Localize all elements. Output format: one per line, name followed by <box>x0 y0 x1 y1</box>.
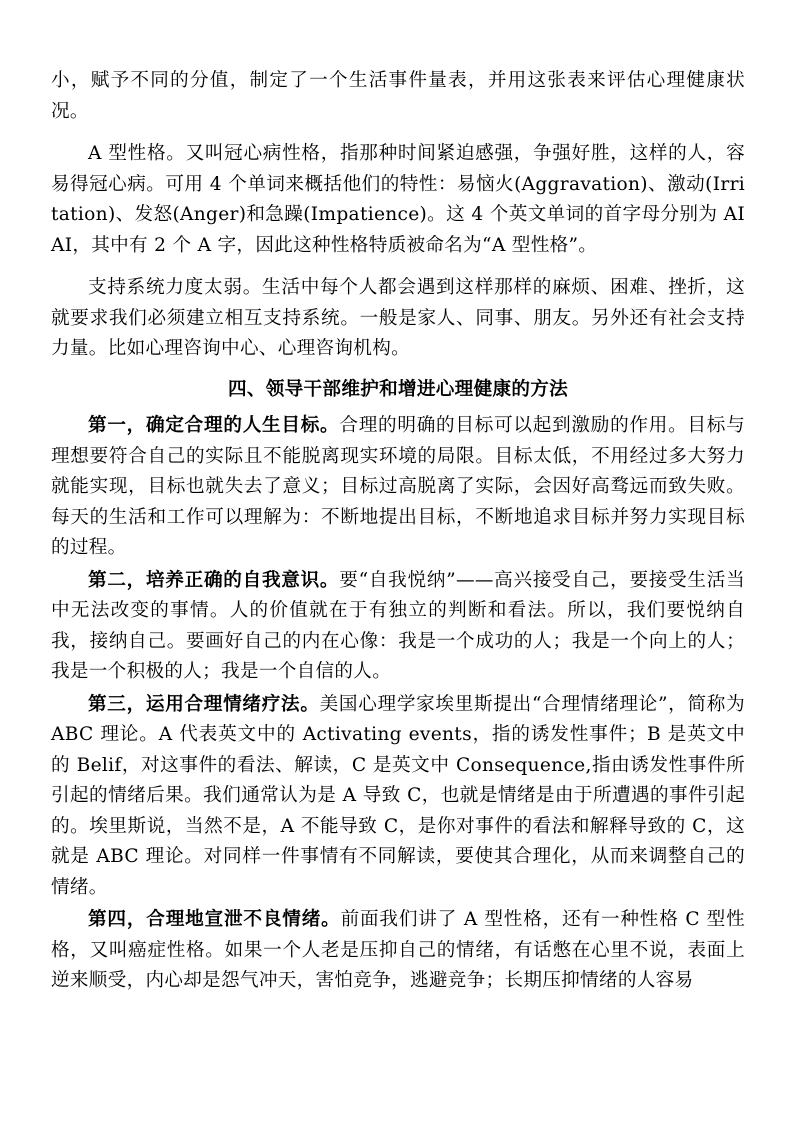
method-lead: 第一，确定合理的人生目标。 <box>88 415 340 436</box>
paragraph-text: 支持系统力度太弱。生活中每个人都会遇到这样那样的麻烦、困难、挫折，这就要求我们必须建立相互支持系统。一般是家人、同事、朋友。另外还有社会支持力量。比如心理咨询中心、心理咨询机构。 <box>51 277 745 359</box>
paragraph-text: A 型性格。又叫冠心病性格，指那种时间紧迫感强，争强好胜，这样的人，容易得冠心病。可用 4 个单词来概括他们的特性：易恼火(Aggravation)、激动(Irritation)、发怒(Anger)和急躁(Impatience)。这 4 个英文单词的首字母分别为 AIAI，其中有 2 个 A 字，因此这种性格特质被命名为“A 型性格”。 <box>51 143 745 256</box>
method-text: 前面我们讲了 A 型性格，还有一种性格 C 型性格，又叫癌症性格。如果一个人老是压抑自己的情绪，有话憋在心里不说，表面上逆来顺受，内心却是怨气冲天，害怕竞争，逃避竞争；长期压抑情绪的人容易 <box>51 909 745 991</box>
method-paragraph-1 <box>51 411 745 564</box>
paragraph-type-a-personality <box>51 139 745 261</box>
method-paragraph-2 <box>51 566 745 688</box>
paragraph-text: 小，赋予不同的分值，制定了一个生活事件量表，并用这张表来评估心理健康状况。 <box>51 70 745 122</box>
section-heading: 四、领导干部维护和增进心理健康的方法 <box>227 378 569 400</box>
method-paragraph-4 <box>51 905 745 997</box>
method-text: 合理的明确的目标可以起到激励的作用。目标与理想要符合自己的实际且不能脱离现实环境的局限。目标太低，不用经过多大努力就能实现，目标也就失去了意义；目标过高脱离了实际，会因好高骛远而致失败。每天的生活和工作可以理解为：不断地提出目标，不断地追求目标并努力实现目标的过程。 <box>51 415 745 558</box>
paragraph-support-system <box>51 273 745 365</box>
document-page <box>51 66 745 997</box>
method-lead: 第三，运用合理情绪疗法。 <box>88 693 320 715</box>
method-text: 要“自我悦纳”——高兴接受自己，要接受生活当中无法改变的事情。人的价值就在于有独立的判断和看法。所以，我们要悦纳自我，接纳自己。要画好自己的内在心像：我是一个成功的人；我是一个向上的人；我是一个积极的人；我是一个自信的人。 <box>51 569 745 682</box>
method-lead: 第二，培养正确的自我意识。 <box>88 569 340 591</box>
paragraph-life-events-continuation <box>51 66 745 127</box>
method-paragraph-3 <box>51 690 745 904</box>
method-lead: 第四，合理地宣泄不良情绪。 <box>88 909 341 930</box>
method-text: 美国心理学家埃里斯提出“合理情绪理论”，简称为 ABC 理论。A 代表英文中的 Activating events，指的诱发性事件；B 是英文中的 Belif，对这事件的看法、解读，C 是英文中 Consequence,指由诱发性事件所引起的情绪后果。我们通常认为是 A 导致 C，也就是情绪是由于所遭遇的事件引起的。埃里斯说，当然不是，A 不能导致 C，是你对事件的看法和解释导致的 C，这就是 ABC 理论。对同样一件事情有不同解读，要使其合理化，从而来调整自己的情绪。 <box>51 693 745 898</box>
